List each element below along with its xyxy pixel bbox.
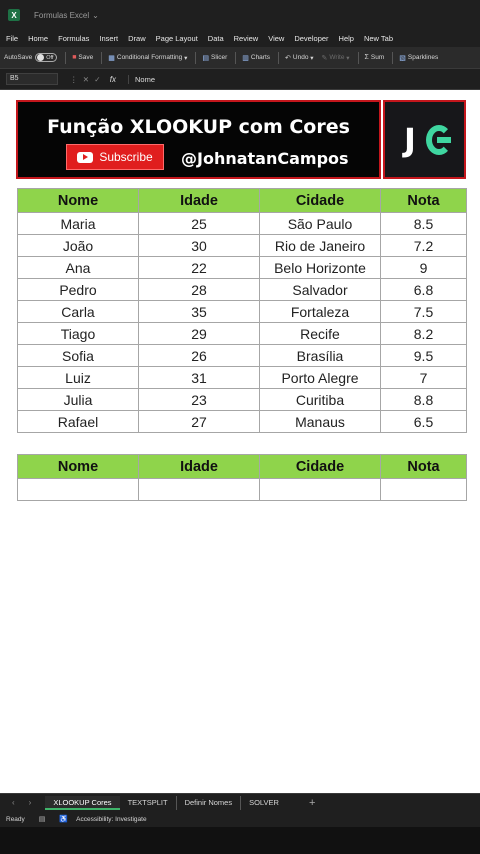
document-title[interactable]: Formulas Excel [34, 10, 90, 20]
lookup-header-nome[interactable]: Nome [18, 455, 139, 479]
save-button[interactable] [72, 54, 93, 61]
cell[interactable]: 9 [381, 257, 467, 279]
cell[interactable]: 9.5 [381, 345, 467, 367]
banner [16, 100, 381, 179]
sheet-tab-xlookup-cores[interactable]: XLOOKUP Cores [45, 796, 119, 810]
sigma-icon: Σ [364, 54, 369, 61]
confirm-icon[interactable]: ✓ [94, 74, 101, 84]
lookup-cell-idade[interactable] [139, 479, 260, 501]
menu-home[interactable]: Home [28, 33, 49, 43]
taskbar-area [0, 827, 480, 854]
cell[interactable]: Brasília [260, 345, 381, 367]
sheet-tab-textsplit[interactable]: TEXTSPLIT [120, 796, 177, 810]
cell[interactable]: 7 [381, 367, 467, 389]
toggle-switch[interactable] [35, 53, 57, 62]
sum-button[interactable] [365, 54, 385, 61]
cell[interactable]: 27 [139, 411, 260, 433]
formula-bar-controls [70, 75, 116, 84]
cell[interactable]: 30 [139, 235, 260, 257]
chevron-down-icon: ▾ [344, 54, 350, 62]
cell[interactable]: Sofia [18, 345, 139, 367]
logo-letter: J [404, 121, 416, 159]
cell[interactable]: Fortaleza [260, 301, 381, 323]
subscribe-label: Subscribe [99, 150, 153, 164]
cell[interactable]: Ana [18, 257, 139, 279]
status-ready: Ready [6, 815, 25, 823]
cell[interactable]: Tiago [18, 323, 139, 345]
cell[interactable]: Maria [18, 213, 139, 235]
table-row [18, 213, 467, 235]
cell[interactable]: 8.2 [381, 323, 467, 345]
add-sheet-button[interactable]: + [308, 796, 316, 809]
undo-button[interactable] [285, 54, 314, 62]
chart-icon: ▥ [242, 54, 249, 62]
chevron-left-icon[interactable]: ‹ [12, 798, 15, 807]
cell[interactable]: São Paulo [260, 213, 381, 235]
cell[interactable]: Belo Horizonte [260, 257, 381, 279]
cell[interactable]: 7.5 [381, 301, 467, 323]
sheet-tabs-bar [0, 793, 480, 811]
conditional-formatting-icon: ▦ [108, 54, 115, 62]
more-icon[interactable]: ⋮ [70, 74, 78, 84]
conditional-formatting-button[interactable] [108, 54, 187, 62]
insert-function-icon[interactable]: fx [109, 74, 116, 84]
sum-label: Sum [370, 54, 385, 61]
toggle-knob [37, 54, 44, 61]
table-row [18, 367, 467, 389]
lookup-header-nota[interactable]: Nota [381, 455, 467, 479]
save-icon: ■ [72, 54, 77, 61]
table-row [18, 345, 467, 367]
cell[interactable]: João [18, 235, 139, 257]
autosave-toggle[interactable] [4, 53, 57, 62]
autosave-label: AutoSave [4, 54, 33, 61]
cell[interactable]: 8.5 [381, 213, 467, 235]
cell[interactable]: 7.2 [381, 235, 467, 257]
data-table [17, 188, 467, 433]
chevron-down-icon: ▾ [182, 54, 188, 62]
table-row [18, 411, 467, 433]
autosave-state: Off [46, 54, 54, 61]
cell[interactable]: Luiz [18, 367, 139, 389]
cell[interactable]: Rio de Janeiro [260, 235, 381, 257]
cell[interactable]: Salvador [260, 279, 381, 301]
cell[interactable]: 25 [139, 213, 260, 235]
save-label: Save [78, 54, 94, 61]
banner-title: Função XLOOKUP com Cores [47, 116, 350, 138]
lookup-header-idade[interactable]: Idade [139, 455, 260, 479]
chevron-down-icon[interactable]: ⌄ [92, 10, 99, 20]
charts-label: Charts [250, 54, 271, 61]
sparklines-icon: ▧ [399, 54, 406, 62]
cell[interactable]: 22 [139, 257, 260, 279]
title-bar [0, 0, 480, 30]
charts-button[interactable] [242, 54, 270, 62]
table-row [18, 323, 467, 345]
channel-logo [383, 100, 466, 179]
sparklines-label: Sparklines [407, 54, 439, 61]
menu-file[interactable]: File [6, 33, 19, 43]
cell-mode-icon: ▤ [38, 816, 46, 823]
cell[interactable]: Porto Alegre [260, 367, 381, 389]
undo-label: Undo [292, 54, 309, 61]
sheet-tab-definir-nomes[interactable]: Definir Nomes [177, 796, 242, 810]
cell[interactable]: 23 [139, 389, 260, 411]
header-cell-idade[interactable]: Idade [139, 189, 260, 213]
ribbon-separator [392, 52, 393, 64]
table-row [18, 257, 467, 279]
slicer-label: Slicer [210, 54, 228, 61]
header-row [18, 189, 467, 213]
cell[interactable]: 35 [139, 301, 260, 323]
quick-access-ribbon [0, 47, 480, 69]
excel-icon: X [8, 9, 20, 21]
cell[interactable]: 6.8 [381, 279, 467, 301]
table-row [18, 389, 467, 411]
formula-bar [0, 70, 480, 88]
chevron-down-icon: ▾ [308, 54, 314, 62]
menu-help[interactable]: Help [338, 33, 354, 43]
lookup-input-row [18, 479, 467, 501]
menu-data[interactable]: Data [207, 33, 224, 43]
header-cell-nome[interactable]: Nome [18, 189, 139, 213]
table-row [18, 279, 467, 301]
menu-review[interactable]: Review [233, 33, 259, 43]
cell[interactable]: Curitiba [260, 389, 381, 411]
cell[interactable]: 26 [139, 345, 260, 367]
cell[interactable]: Manaus [260, 411, 381, 433]
slicer-button[interactable] [202, 54, 227, 62]
accessibility-icon[interactable]: ♿ [59, 816, 69, 823]
menu-new-tab[interactable]: New Tab [363, 33, 394, 43]
write-button[interactable] [322, 54, 350, 62]
channel-handle: @JohnatanCampos [181, 149, 349, 168]
cell[interactable]: 6.5 [381, 411, 467, 433]
header-cell-nota[interactable]: Nota [381, 189, 467, 213]
logo-bar-icon [437, 137, 451, 143]
cell[interactable]: Recife [260, 323, 381, 345]
lookup-header-cidade[interactable]: Cidade [260, 455, 381, 479]
accessibility-status[interactable]: Accessibility: Investigate [76, 815, 147, 823]
cell[interactable]: 29 [139, 323, 260, 345]
write-label: Write [329, 54, 345, 61]
table-row [18, 235, 467, 257]
conditional-formatting-label: Conditional Formatting [116, 54, 183, 61]
formula-input[interactable]: Nome [128, 75, 155, 84]
lookup-table [17, 454, 467, 501]
table-row [18, 301, 467, 323]
header-cell-cidade[interactable]: Cidade [260, 189, 381, 213]
ribbon-separator [358, 52, 359, 64]
cell[interactable]: Julia [18, 389, 139, 411]
menu-developer[interactable]: Developer [294, 33, 329, 43]
status-bar [0, 811, 480, 827]
menu-view[interactable]: View [268, 33, 285, 43]
ribbon-separator [101, 52, 102, 64]
chevron-right-icon[interactable]: › [28, 798, 32, 807]
menu-formulas[interactable]: Formulas [58, 33, 90, 43]
sparklines-button[interactable] [399, 54, 438, 62]
menu-bar [0, 30, 480, 46]
menu-draw[interactable]: Draw [128, 33, 146, 43]
slicer-icon: ▤ [202, 54, 209, 62]
ribbon-separator [278, 52, 279, 64]
undo-icon: ↶ [285, 54, 291, 62]
cancel-icon[interactable]: ✕ [82, 74, 90, 84]
cell[interactable]: Carla [18, 301, 139, 323]
menu-insert[interactable]: Insert [99, 33, 119, 43]
cell[interactable]: Rafael [18, 411, 139, 433]
ribbon-separator [65, 52, 66, 64]
ribbon-separator [195, 52, 196, 64]
youtube-play-icon [77, 152, 93, 163]
lookup-cell-nome[interactable] [18, 479, 139, 501]
cell[interactable]: Pedro [18, 279, 139, 301]
cell[interactable]: 28 [139, 279, 260, 301]
lookup-cell-cidade[interactable] [260, 479, 381, 501]
ribbon-separator [235, 52, 236, 64]
name-box[interactable]: B5 [6, 73, 58, 85]
lookup-header-row [18, 455, 467, 479]
lookup-cell-nota[interactable] [381, 479, 467, 501]
subscribe-button [66, 144, 164, 170]
pen-icon: ✎ [321, 54, 328, 62]
cell[interactable]: 8.8 [381, 389, 467, 411]
cell[interactable]: 31 [139, 367, 260, 389]
menu-page-layout[interactable]: Page Layout [155, 33, 198, 43]
sheet-tab-solver[interactable]: SOLVER [249, 797, 279, 807]
